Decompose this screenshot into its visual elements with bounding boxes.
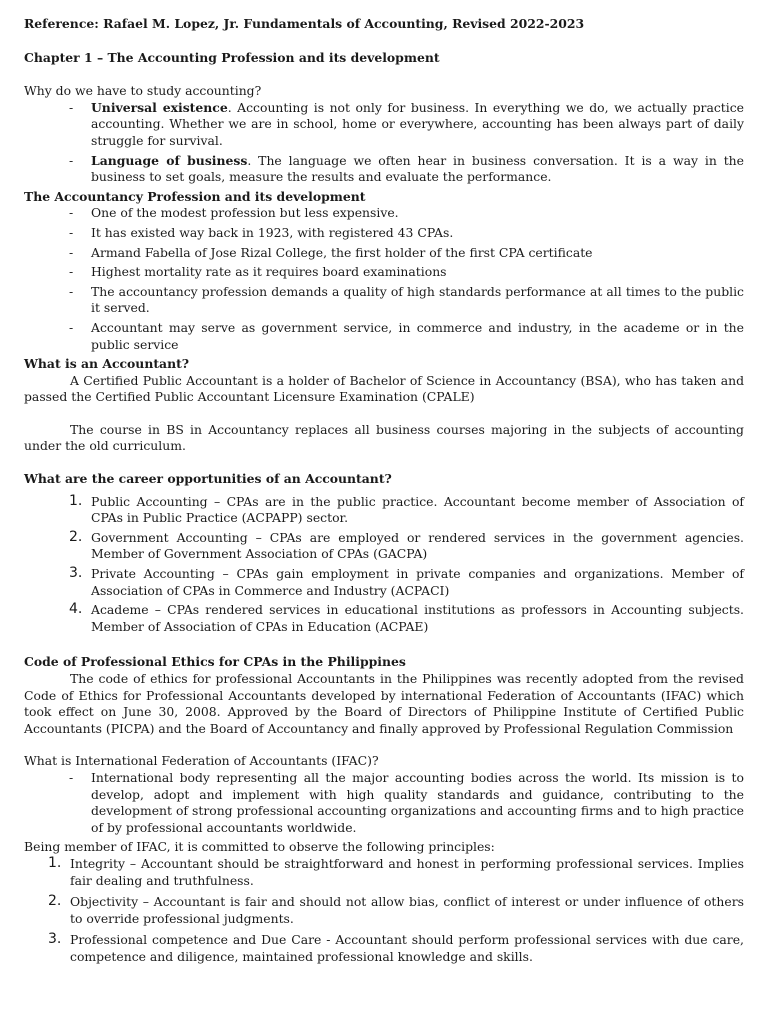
accountant-heading: What is an Accountant? bbox=[24, 356, 190, 372]
list-item: 2. Government Accounting – CPAs are employed or rendered services in the government agencies. Member of Government Association of CPAs (GACPA) bbox=[69, 528, 744, 562]
list-item: - Armand Fabella of Jose Rizal College, the first holder of the first CPA certificate bbox=[69, 244, 593, 260]
list-item: 1. Public Accounting – CPAs are in the public practice. Accountant become member of Association of CPAs in Public Practice (ACPAPP) sector. bbox=[69, 492, 744, 526]
item-text: Highest mortality rate as it requires board examinations bbox=[91, 264, 447, 280]
code-paragraph: The code of ethics for professional Accountants in the Philippines was recently adopted from the revised Code of Ethics for Professional Accountants developed by international Federation of Accountants (IFAC) which took effect on June 30, 2008. Approved by the Board of Directors of Philippine Institute of Certified Public Accountants (PICPA) and the Board of Accountancy and finally approved by Professional Regulation Commission bbox=[24, 671, 744, 736]
item-text: Integrity – Accountant should be straightforward and honest in performing professional services. Implies fair dealing and truthfulness. bbox=[70, 855, 744, 888]
curriculum-paragraph: The course in BS in Accountancy replaces all business courses majoring in the subjects of accounting under the old curriculum. bbox=[24, 421, 744, 454]
chapter-title: Chapter 1 – The Accounting Profession and its development bbox=[24, 49, 440, 65]
item-text: Accountant may serve as government service, in commerce and industry, in the academe or in the public service bbox=[91, 319, 744, 352]
list-item: 3. Private Accounting – CPAs gain employment in private companies and organizations. Member of Association of CPAs in Commerce and Industry (ACPACI) bbox=[69, 565, 744, 598]
list-item: - Universal existence. Accounting is not only for business. In everything we do, we actually practice accounting. Whether we are in school, home or everywhere, accounting has been always part of daily struggle for survival. bbox=[69, 99, 744, 148]
item-text: . Accounting is not only for business. In everything we do, we actually practice accounting. Whether we are in school, home or everywhere, accounting has been always part of daily struggle for survival. bbox=[91, 99, 744, 148]
list-item: - One of the modest profession but less expensive. bbox=[69, 205, 399, 221]
item-text: Government Accounting – CPAs are employed or rendered services in the government agencies. Member of Government Association of CPAs (GACPA) bbox=[91, 529, 744, 562]
item-term: Language of business bbox=[91, 152, 248, 168]
item-text: Public Accounting – CPAs are in the public practice. Accountant become member of Association of CPAs in Public Practice (ACPAPP) sector. bbox=[91, 493, 744, 526]
item-text: Armand Fabella of Jose Rizal College, the first holder of the first CPA certificate bbox=[91, 244, 593, 260]
item-text: The accountancy profession demands a quality of high standards performance at all times to the public it served. bbox=[91, 283, 744, 316]
item-text: Objectivity – Accountant is fair and should not allow bias, conflict of interest or under influence of others to override professional judgments. bbox=[70, 894, 744, 926]
ifac-list bbox=[24, 770, 744, 836]
list-item: - Highest mortality rate as it requires board examinations bbox=[69, 264, 447, 280]
item-text: Academe – CPAs rendered services in educational institutions as professors in Accounting subjects. Member of Association of CPAs in Education (ACPAE) bbox=[91, 602, 744, 634]
item-text: Professional competence and Due Care - Accountant should perform professional services with due care, competence and diligence, maintained professional knowledge and skills. bbox=[70, 932, 744, 964]
careers-heading: What are the career opportunities of an Accountant? bbox=[24, 471, 392, 487]
item-text: One of the modest profession but less expensive. bbox=[91, 205, 399, 221]
code-heading: Code of Professional Ethics for CPAs in the Philippines bbox=[24, 654, 406, 670]
list-item: - Language of business. The language we often hear in business conversation. It is a way in the business to set goals, measure the results and evaluate the performance. bbox=[69, 152, 744, 185]
principles-intro: Being member of IFAC, it is committed to observe the following principles: bbox=[24, 839, 495, 855]
item-text: It has existed way back in 1923, with registered 43 CPAs. bbox=[91, 224, 454, 240]
item-text: International body representing all the major accounting bodies across the world. Its mission is to develop, adopt and implement with high quality standards and guidance, contributing to the development of strong professional accounting organizations and accounting firms and to high practice of by professional accountants worldwide. bbox=[91, 769, 744, 835]
item-text: Private Accounting – CPAs gain employment in private companies and organizations. Member of Association of CPAs in Commerce and Industry (ACPACI) bbox=[91, 566, 744, 598]
principles-list bbox=[24, 856, 744, 966]
ifac-question: What is International Federation of Accountants (IFAC)? bbox=[24, 753, 379, 769]
reference-line: Reference: Rafael M. Lopez, Jr. Fundamentals of Accounting, Revised 2022-2023 bbox=[24, 16, 585, 31]
list-item: - It has existed way back in 1923, with registered 43 CPAs. bbox=[69, 224, 454, 240]
profession-heading: The Accountancy Profession and its development bbox=[24, 188, 366, 204]
why-study-list bbox=[24, 100, 744, 186]
why-study-question: Why do we have to study accounting? bbox=[24, 83, 262, 99]
item-term: Universal existence bbox=[91, 99, 228, 115]
list-item: 4. Academe – CPAs rendered services in educational institutions as professors in Accounting subjects. Member of Association of CPAs in Education (ACPAE) bbox=[69, 601, 744, 634]
list-item: - International body representing all the major accounting bodies across the world. Its mission is to develop, adopt and implement with high quality standards and guidance, contributing to the development of strong professional accounting organizations and accounting firms and to high practice of by professional accountants worldwide. bbox=[69, 769, 744, 835]
list-item: - Accountant may serve as government service, in commerce and industry, in the academe or in the public service bbox=[69, 319, 744, 352]
list-item: - The accountancy profession demands a quality of high standards performance at all times to the public it served. bbox=[69, 283, 744, 316]
list-item: 1. Integrity – Accountant should be straightforward and honest in performing professional services. Implies fair dealing and truthfulness. bbox=[48, 854, 744, 888]
item-text: . The language we often hear in business conversation. It is a way in the business to set goals, measure the results and evaluate the performance. bbox=[91, 152, 744, 185]
list-item: 3. Professional competence and Due Care - Accountant should perform professional services with due care, competence and diligence, maintained professional knowledge and skills. bbox=[48, 931, 744, 964]
careers-list bbox=[24, 494, 744, 636]
list-item: 2. Objectivity – Accountant is fair and should not allow bias, conflict of interest or under influence of others to override professional judgments. bbox=[48, 893, 744, 926]
profession-list bbox=[24, 205, 744, 353]
accountant-paragraph: A Certified Public Accountant is a holder of Bachelor of Science in Accountancy (BSA), who has taken and passed the Certified Public Accountant Licensure Examination (CPALE) bbox=[24, 372, 744, 405]
